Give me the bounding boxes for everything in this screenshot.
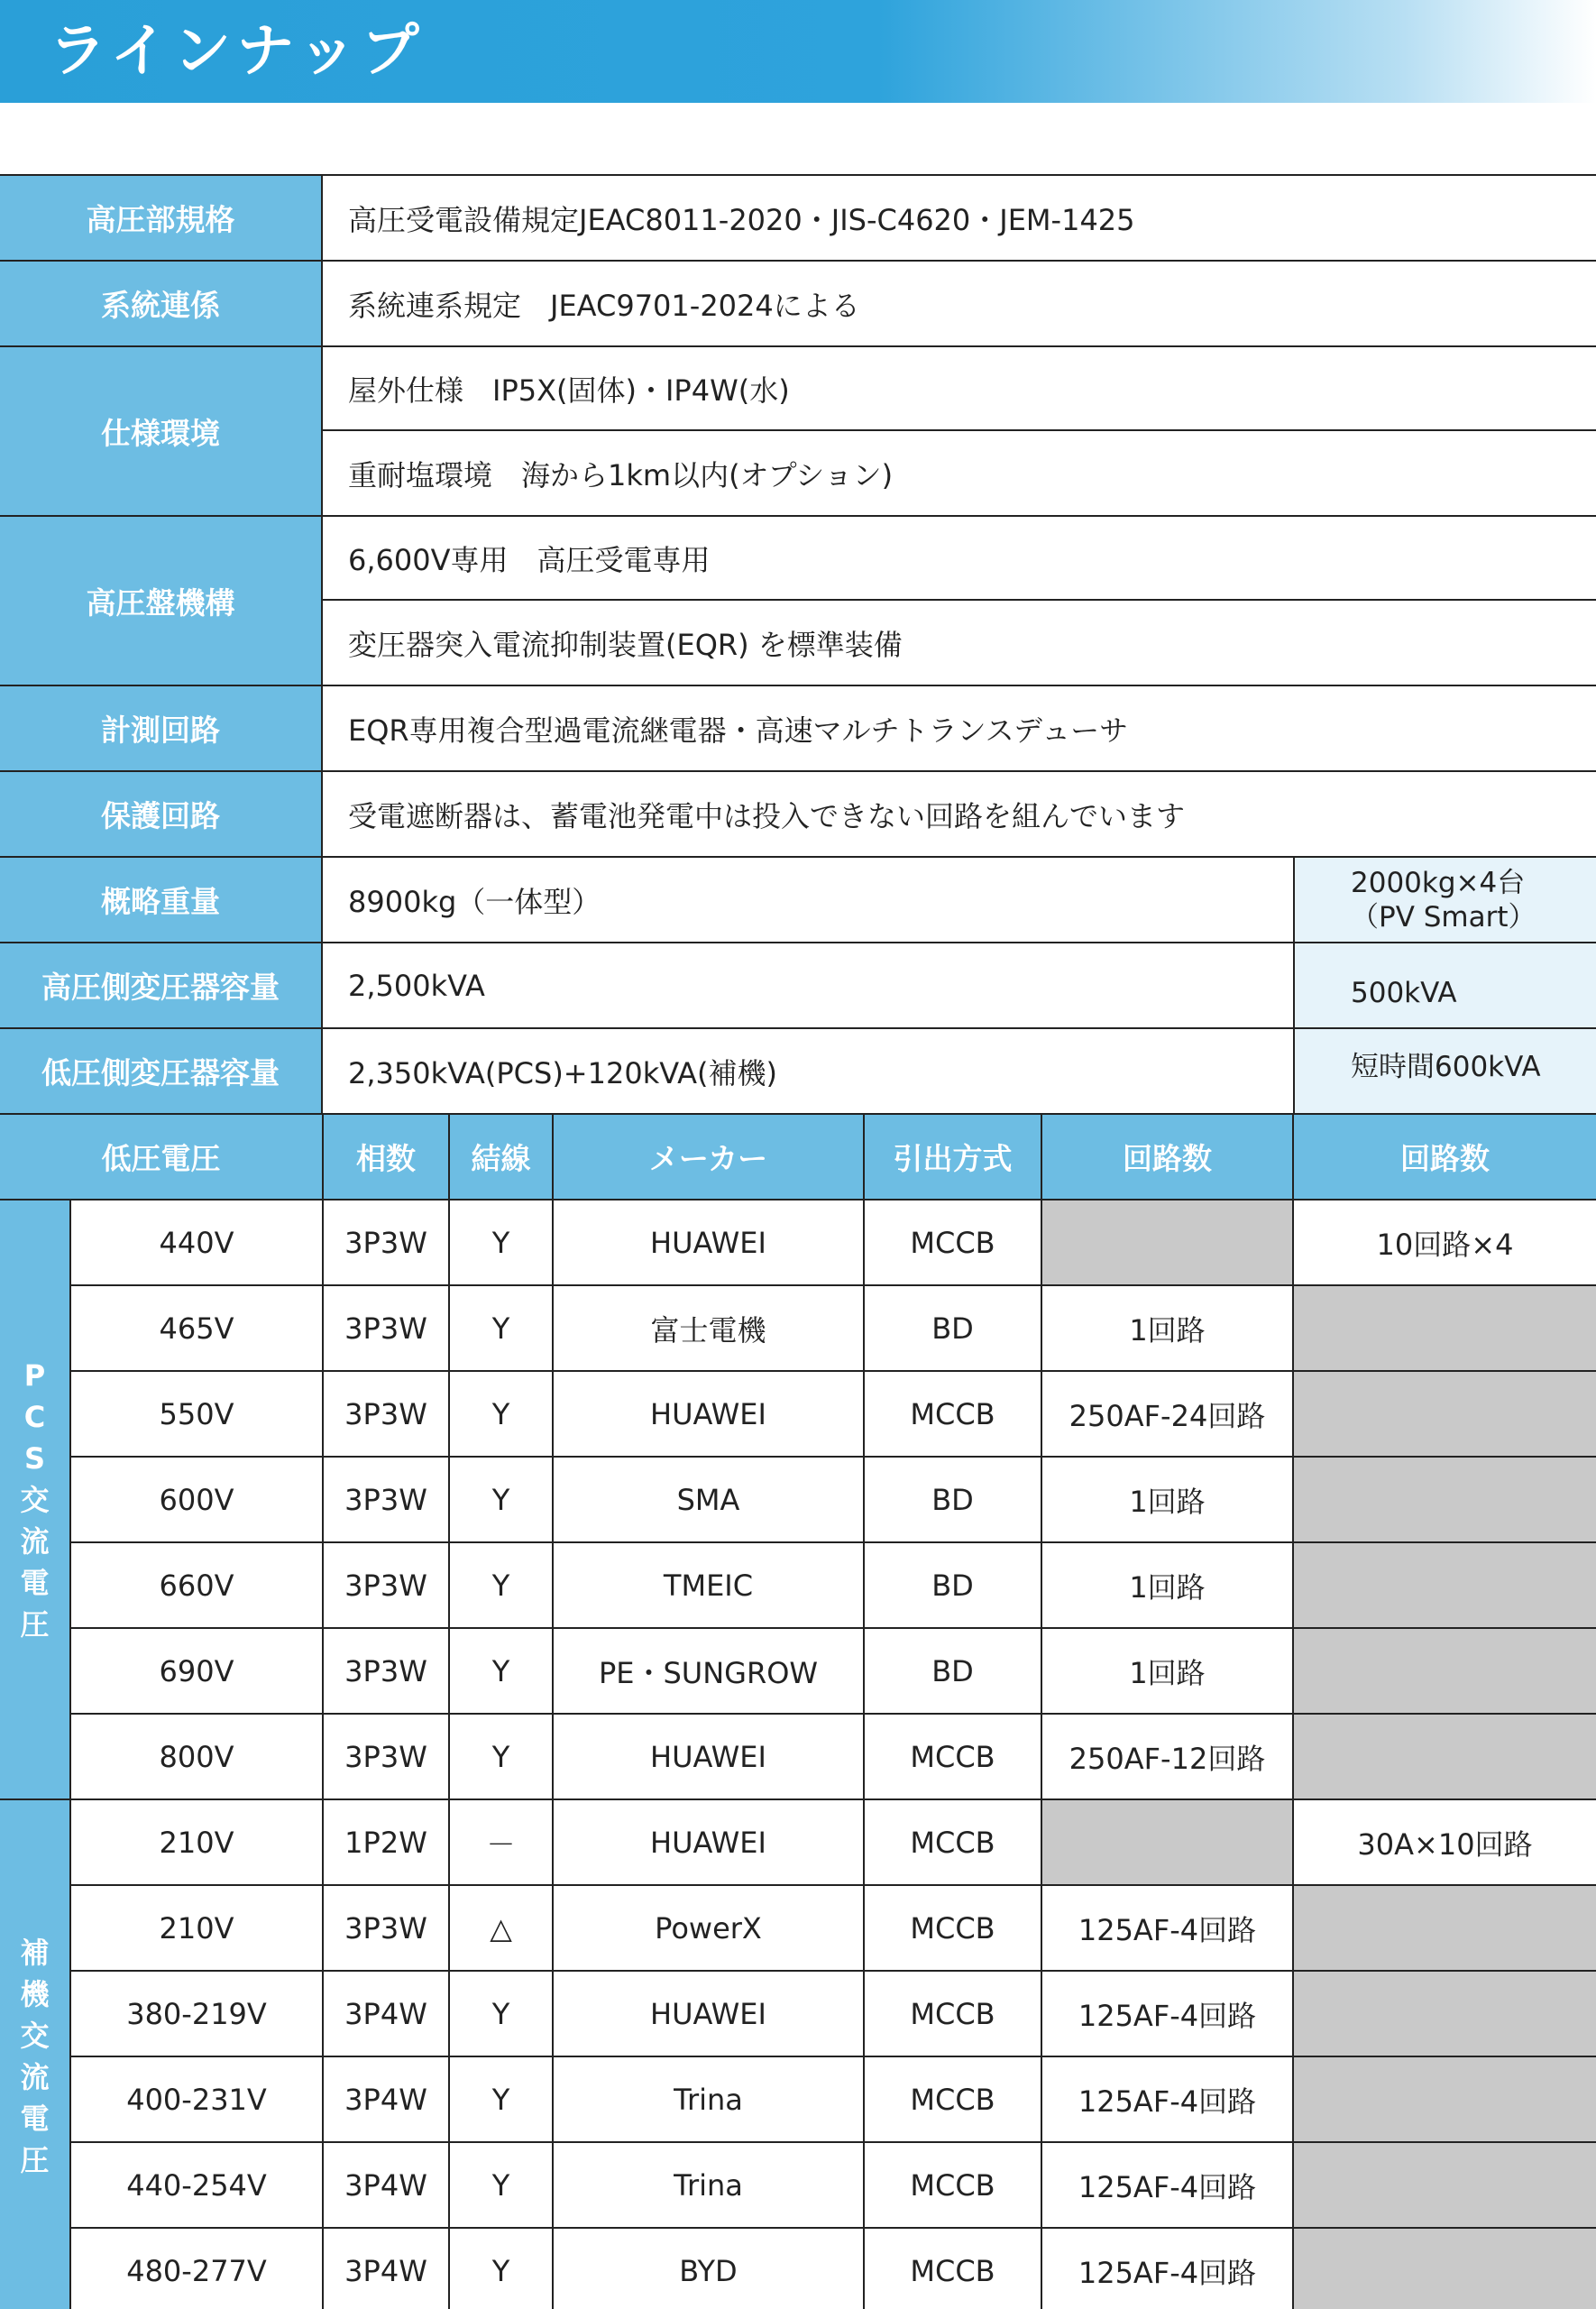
column-header: メーカー xyxy=(553,1114,864,1200)
voltage-table xyxy=(0,1113,1596,2309)
spec-side-value xyxy=(1293,858,1596,942)
spec-value: 2,500kVA xyxy=(348,968,485,1003)
table-cell: 3P3W xyxy=(323,1371,449,1457)
spec-side-value xyxy=(1293,943,1596,1027)
table-row xyxy=(0,1285,1596,1371)
table-cell: 660V xyxy=(70,1542,323,1628)
table-row xyxy=(0,1799,1596,1885)
group-label-char: 補 xyxy=(20,1936,50,1970)
table-cell: 125AF-4回路 xyxy=(1041,1971,1293,2056)
spec-value: 6,600V専用 高圧受電専用 xyxy=(348,542,711,577)
spec-label: 高圧部規格 xyxy=(0,176,323,260)
group-label-char: 機 xyxy=(20,1977,50,2011)
table-cell: BD xyxy=(864,1457,1041,1542)
table-cell: 800V xyxy=(70,1714,323,1799)
table-cell: 380-219V xyxy=(70,1971,323,2056)
table-cell: MCCB xyxy=(864,2228,1041,2309)
table-cell: 440V xyxy=(70,1200,323,1285)
group-label-char: P xyxy=(23,1357,46,1393)
spec-value: 重耐塩環境 海から1km以内(オプション) xyxy=(348,457,894,492)
table-cell: MCCB xyxy=(864,1714,1041,1799)
table-cell: BD xyxy=(864,1628,1041,1714)
table-cell xyxy=(1293,1371,1596,1457)
spec-row-weight xyxy=(0,858,1596,943)
table-cell: 465V xyxy=(70,1285,323,1371)
table-row xyxy=(0,1200,1596,1285)
group-label-char: 圧 xyxy=(20,2143,50,2177)
column-header: 低圧電圧 xyxy=(0,1114,323,1200)
table-cell: 125AF-4回路 xyxy=(1041,2142,1293,2228)
table-cell: △ xyxy=(449,1885,553,1971)
spec-row-standard xyxy=(0,176,1596,262)
table-cell: 10回路×4 xyxy=(1293,1200,1596,1285)
table-row xyxy=(0,2228,1596,2309)
table-cell: HUAWEI xyxy=(553,1971,864,2056)
table-cell: SMA xyxy=(553,1457,864,1542)
table-cell: 3P4W xyxy=(323,2142,449,2228)
table-cell: Y xyxy=(449,1457,553,1542)
table-cell: 3P3W xyxy=(323,1285,449,1371)
table-row xyxy=(0,1885,1596,1971)
table-cell: Trina xyxy=(553,2056,864,2142)
group-label-char: 電 xyxy=(20,1565,50,1600)
table-cell: Y xyxy=(449,2228,553,2309)
table-cell: 3P3W xyxy=(323,1714,449,1799)
column-header: 引出方式 xyxy=(864,1114,1041,1200)
table-header-row xyxy=(0,1114,1596,1200)
table-cell: 3P3W xyxy=(323,1457,449,1542)
column-header: 回路数 xyxy=(1293,1114,1596,1200)
table-cell xyxy=(1041,1799,1293,1885)
table-row xyxy=(0,2142,1596,2228)
spec-side-line: （PV Smart） xyxy=(1351,900,1536,934)
table-cell: Y xyxy=(449,1200,553,1285)
spec-label: 計測回路 xyxy=(0,686,323,770)
spec-row-lv-transformer xyxy=(0,1029,1596,1115)
table-row xyxy=(0,1542,1596,1628)
group-label-char: 交 xyxy=(20,1482,50,1517)
table-cell xyxy=(1293,2228,1596,2309)
table-cell: 125AF-4回路 xyxy=(1041,2228,1293,2309)
spec-label: 低圧側変圧器容量 xyxy=(0,1029,323,1113)
spec-value: 屋外仕様 IP5X(固体)・IP4W(水) xyxy=(348,373,790,408)
table-cell: PE・SUNGROW xyxy=(553,1628,864,1714)
table-cell: － xyxy=(449,1799,553,1885)
table-cell: HUAWEI xyxy=(553,1371,864,1457)
table-cell xyxy=(1293,1885,1596,1971)
spec-side-line: 2000kg×4台 xyxy=(1351,866,1526,899)
group-label-char: 流 xyxy=(20,1523,50,1559)
table-cell: Y xyxy=(449,1371,553,1457)
page-title: ラインナップ xyxy=(49,18,425,85)
table-cell: HUAWEI xyxy=(553,1200,864,1285)
title-banner xyxy=(0,0,1596,103)
table-row xyxy=(0,1714,1596,1799)
spec-value: 2,350kVA(PCS)+120kVA(補機) xyxy=(348,1055,777,1090)
table-row xyxy=(0,1628,1596,1714)
table-cell: 3P3W xyxy=(323,1885,449,1971)
column-header: 相数 xyxy=(323,1114,449,1200)
pcs-group-label xyxy=(0,1200,70,1799)
group-label-char: C xyxy=(23,1399,46,1434)
table-cell: 3P4W xyxy=(323,2228,449,2309)
column-header: 回路数 xyxy=(1041,1114,1293,1200)
table-cell xyxy=(1293,1628,1596,1714)
table-cell xyxy=(1293,1714,1596,1799)
spec-label: 概略重量 xyxy=(0,858,323,942)
spec-row-environment xyxy=(0,347,1596,517)
spec-side-line: 短時間600kVA xyxy=(1351,1050,1541,1083)
group-label-char: 交 xyxy=(20,2019,50,2053)
table-cell: 440-254V xyxy=(70,2142,323,2228)
table-cell: 550V xyxy=(70,1371,323,1457)
table-cell: Y xyxy=(449,2142,553,2228)
spec-value: 高圧受電設備規定JEAC8011-2020・JIS-C4620・JEM-1425 xyxy=(348,202,1135,237)
spec-row-grid xyxy=(0,262,1596,347)
spec-label: 高圧側変圧器容量 xyxy=(0,943,323,1027)
table-cell: 1回路 xyxy=(1041,1542,1293,1628)
column-header: 結線 xyxy=(449,1114,553,1200)
table-cell: MCCB xyxy=(864,1200,1041,1285)
spec-table xyxy=(0,174,1596,1115)
table-cell: MCCB xyxy=(864,1799,1041,1885)
table-cell xyxy=(1041,1200,1293,1285)
table-cell: 210V xyxy=(70,1885,323,1971)
table-row xyxy=(0,1457,1596,1542)
table-cell: MCCB xyxy=(864,1971,1041,2056)
table-cell: 3P3W xyxy=(323,1200,449,1285)
spec-label: 保護回路 xyxy=(0,772,323,856)
table-cell: 210V xyxy=(70,1799,323,1885)
table-cell: 125AF-4回路 xyxy=(1041,1885,1293,1971)
table-cell: BYD xyxy=(553,2228,864,2309)
table-cell: Y xyxy=(449,2056,553,2142)
table-cell: 690V xyxy=(70,1628,323,1714)
table-row xyxy=(0,1971,1596,2056)
spec-side-line: 500kVA xyxy=(1351,976,1457,1009)
table-cell: 250AF-12回路 xyxy=(1041,1714,1293,1799)
table-cell: MCCB xyxy=(864,2056,1041,2142)
spec-row-protection xyxy=(0,772,1596,858)
group-label-char: 圧 xyxy=(20,1606,50,1642)
spec-value: 受電遮断器は、蓄電池発電中は投入できない回路を組んでいます xyxy=(348,798,1186,833)
table-cell: MCCB xyxy=(864,1885,1041,1971)
group-label-char: 電 xyxy=(20,2102,50,2136)
table-cell: Trina xyxy=(553,2142,864,2228)
spec-label: 仕様環境 xyxy=(0,347,323,515)
spec-value: 変圧器突入電流抑制装置(EQR) を標準装備 xyxy=(348,627,903,662)
table-cell xyxy=(1293,1542,1596,1628)
table-row xyxy=(0,2056,1596,2142)
table-cell xyxy=(1293,1457,1596,1542)
spec-side-value xyxy=(1293,1029,1596,1113)
table-cell: 富士電機 xyxy=(553,1285,864,1371)
table-cell: Y xyxy=(449,1628,553,1714)
table-cell: MCCB xyxy=(864,2142,1041,2228)
table-cell: 1回路 xyxy=(1041,1457,1293,1542)
spec-row-measurement xyxy=(0,686,1596,772)
table-cell: HUAWEI xyxy=(553,1799,864,1885)
table-cell xyxy=(1293,2056,1596,2142)
table-cell: 600V xyxy=(70,1457,323,1542)
aux-group-label xyxy=(0,1799,70,2309)
spec-value: 8900kg（一体型） xyxy=(348,884,601,919)
table-cell: 1回路 xyxy=(1041,1628,1293,1714)
spec-value: EQR専用複合型過電流継電器・高速マルチトランスデューサ xyxy=(348,713,1129,748)
table-cell: 1回路 xyxy=(1041,1285,1293,1371)
table-cell: Y xyxy=(449,1542,553,1628)
table-cell: TMEIC xyxy=(553,1542,864,1628)
table-cell: BD xyxy=(864,1542,1041,1628)
table-cell: 3P4W xyxy=(323,1971,449,2056)
table-cell: 400-231V xyxy=(70,2056,323,2142)
table-cell: 30A×10回路 xyxy=(1293,1799,1596,1885)
group-label-char: 流 xyxy=(20,2060,50,2094)
table-cell: 125AF-4回路 xyxy=(1041,2056,1293,2142)
table-cell xyxy=(1293,1971,1596,2056)
table-cell: Y xyxy=(449,1285,553,1371)
table-row xyxy=(0,1371,1596,1457)
spec-row-hv-transformer xyxy=(0,943,1596,1029)
table-cell xyxy=(1293,1285,1596,1371)
table-cell: HUAWEI xyxy=(553,1714,864,1799)
table-cell: PowerX xyxy=(553,1885,864,1971)
table-cell: 480-277V xyxy=(70,2228,323,2309)
table-cell: 3P3W xyxy=(323,1628,449,1714)
table-cell: BD xyxy=(864,1285,1041,1371)
table-cell xyxy=(1293,2142,1596,2228)
table-cell: MCCB xyxy=(864,1371,1041,1457)
spec-label: 系統連係 xyxy=(0,262,323,345)
group-label-char: S xyxy=(23,1440,46,1476)
table-cell: Y xyxy=(449,1971,553,2056)
table-cell: 3P3W xyxy=(323,1542,449,1628)
table-cell: 250AF-24回路 xyxy=(1041,1371,1293,1457)
spec-value: 系統連系規定 JEAC9701-2024による xyxy=(348,288,860,323)
table-cell: 3P4W xyxy=(323,2056,449,2142)
spec-row-mechanism xyxy=(0,517,1596,686)
table-cell: Y xyxy=(449,1714,553,1799)
table-cell: 1P2W xyxy=(323,1799,449,1885)
spec-label: 高圧盤機構 xyxy=(0,517,323,685)
